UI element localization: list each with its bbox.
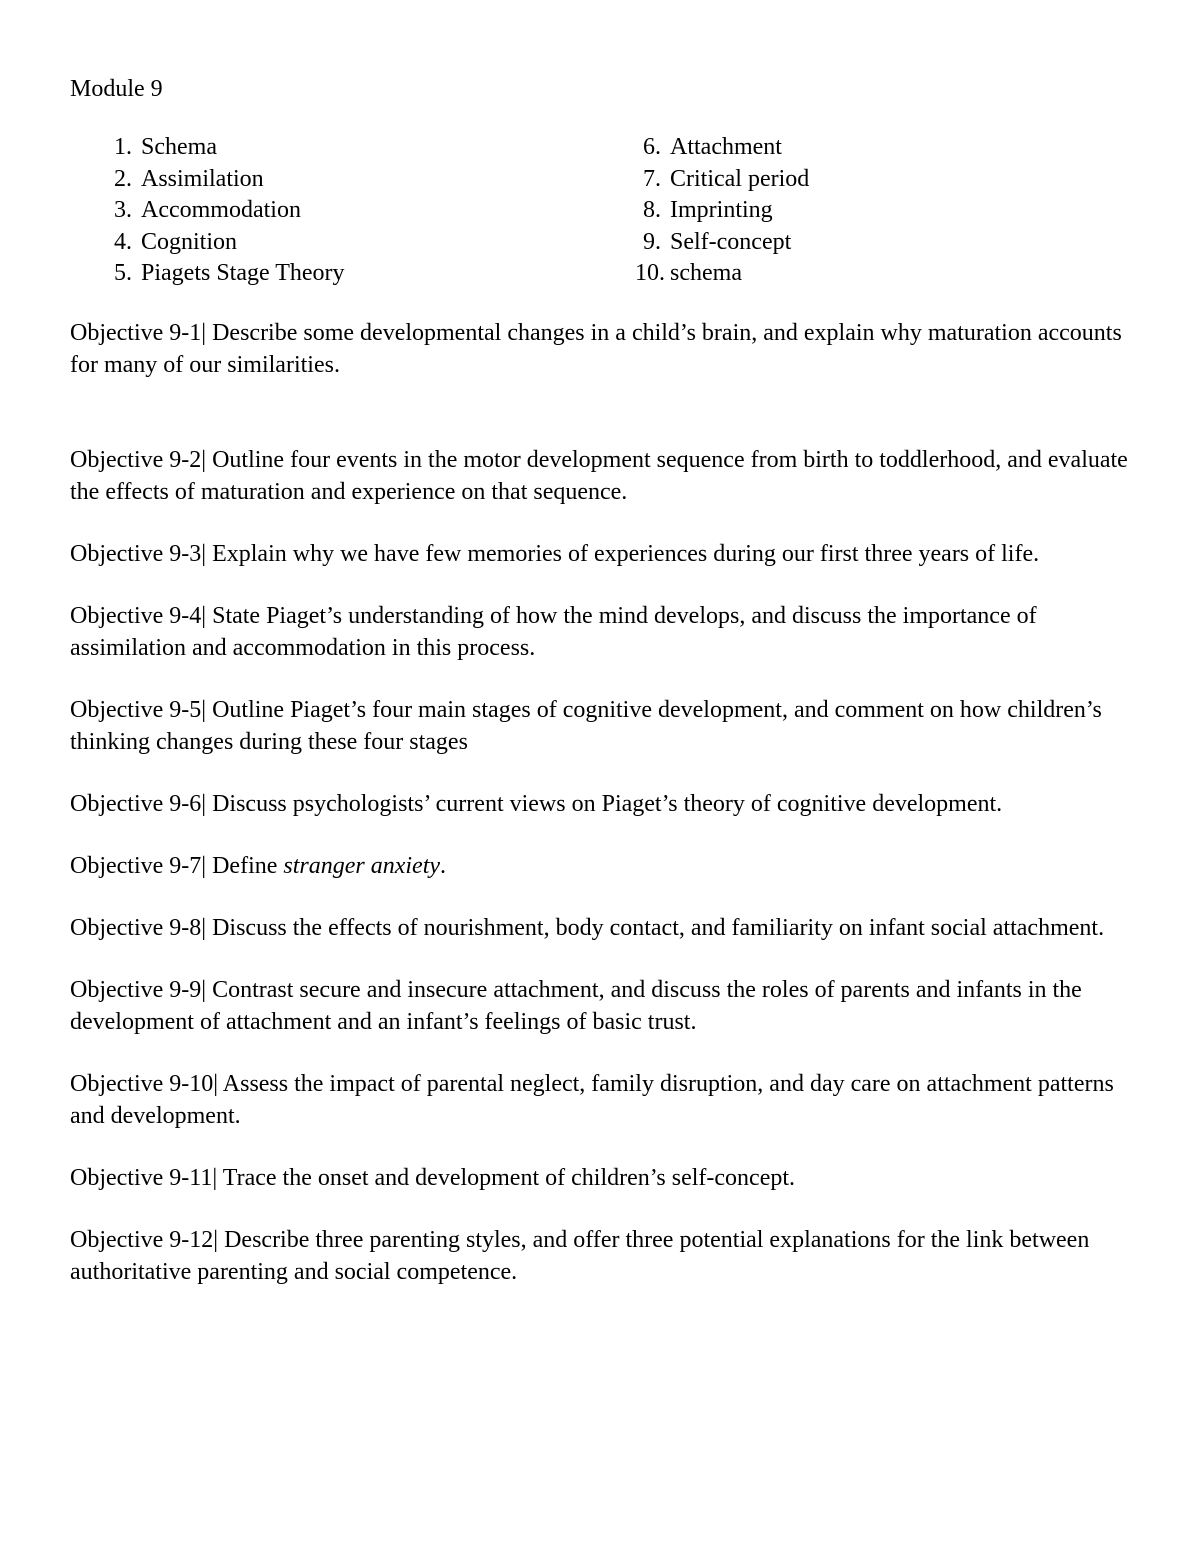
objective-9-7-prefix: Objective 9-7| Define (70, 852, 284, 879)
objective-9-7-emphasis: stranger anxiety (283, 852, 441, 879)
term-number: 1. (114, 134, 132, 160)
term-label: Cognition (141, 228, 238, 255)
term-label: Assimilation (141, 165, 264, 192)
term-number: 8. (643, 197, 661, 223)
term-item (635, 227, 809, 259)
term-item (635, 258, 809, 290)
objective-9-3: Objective 9-3| Explain why we have few memories of experiences during our first three years of life. (70, 540, 1040, 567)
objective-9-7 (70, 850, 1145, 882)
term-number: 7. (643, 165, 661, 192)
terms-column-right (635, 132, 809, 290)
objective-9-12: Objective 9-12| Describe three parenting styles, and offer three potential explanations for the link between authoritative parenting and social competence. (70, 1226, 1090, 1285)
term-item (635, 195, 809, 227)
term-number: 6. (643, 134, 661, 160)
term-label: Imprinting (670, 197, 773, 223)
term-number: 10. (635, 260, 665, 286)
term-item (70, 258, 635, 290)
term-label: Attachment (670, 134, 782, 160)
objective-9-2: Objective 9-2| Outline four events in the motor development sequence from birth to toddlerhood, and evaluate the effects of maturation and experience on that sequence. (70, 446, 1128, 505)
term-number: 2. (114, 165, 132, 192)
objective-9-10: Objective 9-10| Assess the impact of parental neglect, family disruption, and day care on attachment patterns and development. (70, 1070, 1114, 1129)
term-number: 3. (114, 197, 132, 223)
objective-9-1: Objective 9-1| Describe some developmental changes in a child’s brain, and explain why maturation accounts for many of our similarities. (70, 319, 1122, 378)
document-page (70, 73, 1145, 1318)
term-label: Critical period (670, 165, 810, 192)
objective-9-8: Objective 9-8| Discuss the effects of nourishment, body contact, and familiarity on infant social attachment. (70, 914, 1105, 941)
objective-9-5: Objective 9-5| Outline Piaget’s four main stages of cognitive development, and comment on how children’s thinking changes during these four stages (70, 696, 1102, 755)
term-number: 5. (114, 260, 132, 286)
objective-9-6: Objective 9-6| Discuss psychologists’ current views on Piaget’s theory of cognitive development. (70, 790, 1003, 817)
objective-9-9: Objective 9-9| Contrast secure and insecure attachment, and discuss the roles of parents and infants in the development of attachment and an infant’s feelings of basic trust. (70, 976, 1082, 1035)
term-label: Self-concept (670, 228, 792, 255)
objective-9-7-suffix: . (440, 852, 447, 879)
terms-column-left (70, 132, 635, 290)
term-label: Piagets Stage Theory (141, 260, 345, 286)
term-label: Accommodation (141, 197, 301, 223)
term-item (70, 195, 635, 227)
term-item (635, 164, 809, 196)
terms-list (70, 132, 1145, 290)
objective-9-4: Objective 9-4| State Piaget’s understanding of how the mind develops, and discuss the importance of assimilation and accommodation in this process. (70, 602, 1037, 661)
module-title: Module 9 (70, 76, 163, 102)
term-item (70, 132, 635, 164)
term-item (635, 132, 809, 164)
term-item (70, 227, 635, 259)
term-label: schema (670, 260, 742, 286)
term-number: 4. (114, 228, 132, 255)
objective-9-11: Objective 9-11| Trace the onset and development of children’s self-concept. (70, 1164, 796, 1191)
term-item (70, 164, 635, 196)
term-label: Schema (141, 134, 217, 160)
term-number: 9. (643, 228, 661, 255)
